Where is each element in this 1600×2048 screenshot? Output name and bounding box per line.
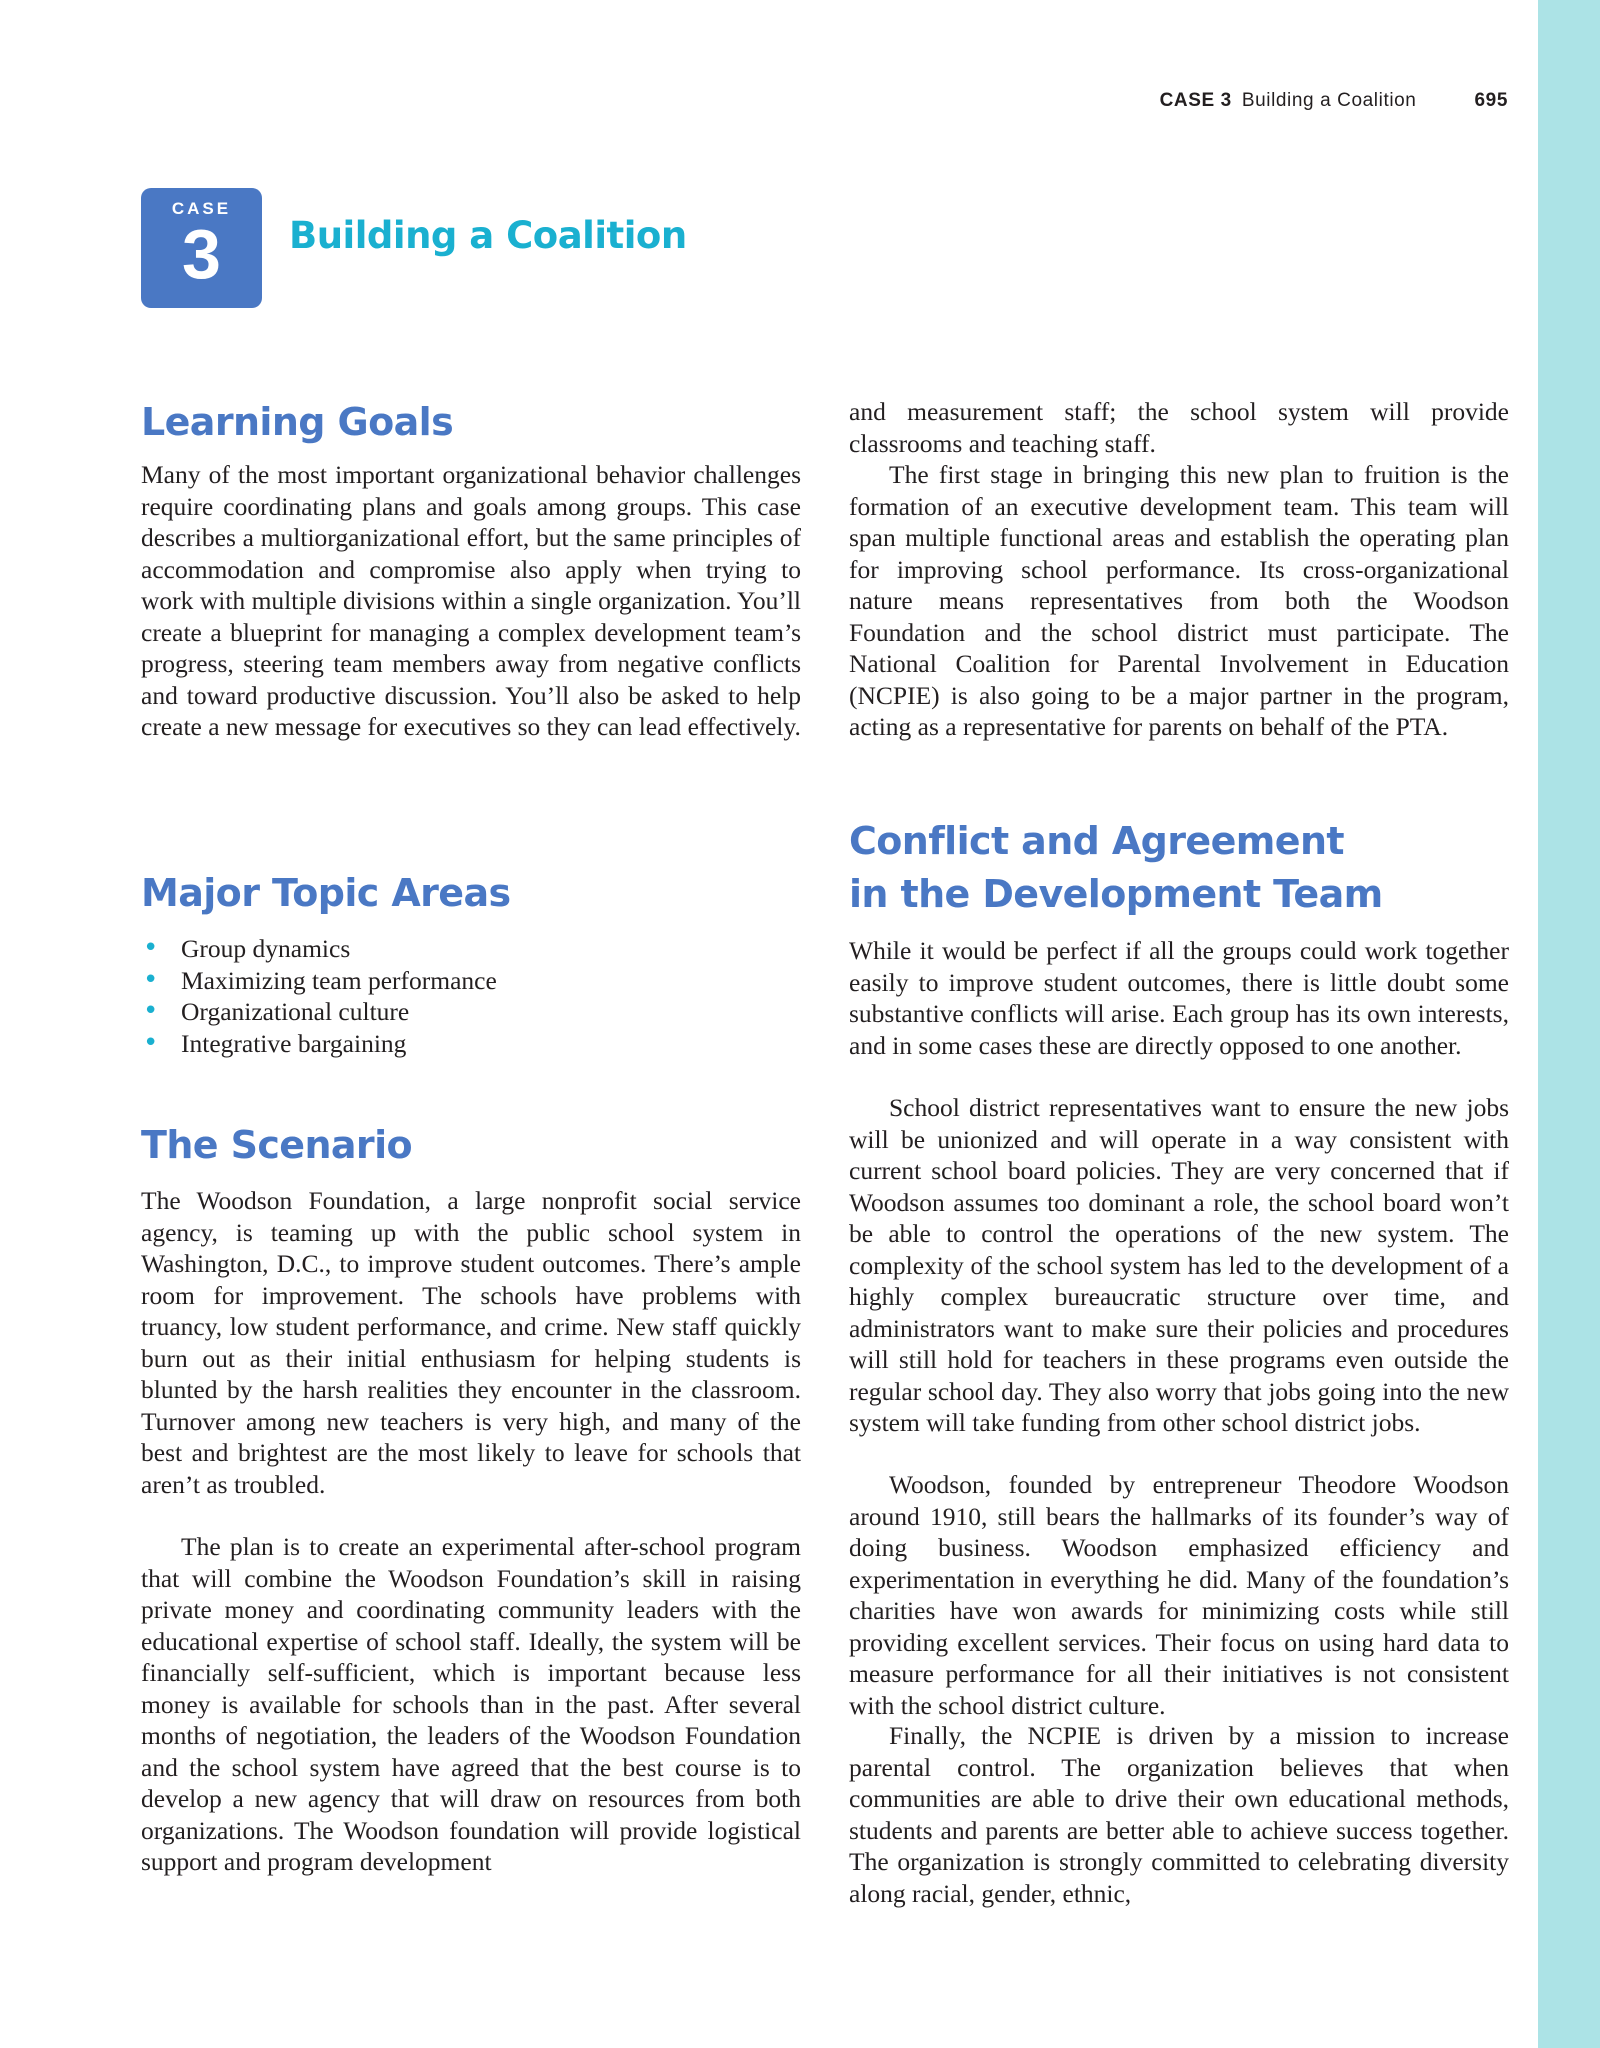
conflict-heading-line-2: in the Development Team — [849, 872, 1383, 916]
bullet-icon: • — [143, 996, 159, 1026]
scenario-paragraph-2: The plan is to create an experimental after-school program that will combine the Woodson Foundation’s skill in raising private money and coordinating community leaders with the educational expertise of school staff. Ideally, the system will be financially self-sufficient, which is important because less money is available for schools than in the past. After several months of negotiation, the leaders of the Woodson Foundation and the school system have agreed that the best course is to develop a new agency that will draw on resources from both organizations. The Woodson foundation will provide logistical support and program development — [141, 1532, 801, 1876]
conflict-paragraph-1: While it would be perfect if all the groups could work together easily to improve student outcomes, there is little doubt some substantive conflicts will arise. Each group has its own interests, and in some cases these are directly opposed to one another. — [849, 936, 1509, 1060]
major-topics-heading: Major Topic Areas — [141, 871, 511, 915]
conflict-paragraph-4: Finally, the NCPIE is driven by a mission to increase parental control. The organization believes that when communities are able to drive their own educational methods, students and parents are better able to achieve success together. The organization is strongly committed to celebrating diversity along racial, gender, ethnic, — [849, 1721, 1509, 1908]
topic-label: Group dynamics — [181, 934, 351, 963]
running-head-title: Building a Coalition — [1241, 90, 1417, 111]
scenario-paragraph-2-continued: and measurement staff; the school system will provide classrooms and teaching staff. — [849, 397, 1509, 458]
bullet-icon: • — [143, 1027, 159, 1058]
scenario-paragraph-3: The first stage in bringing this new plan to fruition is the formation of an executive development team. This team will span multiple functional areas and establish the operating plan for improving school performance. Its cross-organizational nature means representatives from both the Woodson Foundation and the school district must participate. The National Coalition for Parental Involvement in Education (NCPIE) is also going to be a major partner in the program, acting as a representative for parents on behalf of the PTA. — [849, 460, 1509, 741]
learning-goals-heading: Learning Goals — [141, 400, 454, 444]
list-item — [141, 933, 801, 965]
case-number-badge — [141, 188, 262, 308]
conflict-paragraph-3: Woodson, founded by entrepreneur Theodore Woodson around 1910, still bears the hallmarks of its founder’s way of doing business. Woodson emphasized efficiency and experimentation in everything he did. Many of the foundation’s charities have won awards for minimizing costs while still providing excellent services. Their focus on using hard data to measure performance for all their initiatives is not consistent with the school district culture. — [849, 1470, 1509, 1720]
case-title: Building a Coalition — [289, 214, 687, 257]
page-number: 695 — [1474, 90, 1508, 111]
bullet-icon: • — [143, 933, 159, 963]
topic-label: Organizational culture — [181, 997, 410, 1026]
learning-goals-text: Many of the most important organizational behavior challenges require coordinating plans and goals among groups. This case describes a multiorganizational effort, but the same principles of accommodation and compromise also apply when trying to work with multiple divisions within a single organization. You’ll create a blueprint for managing a complex development team’s progress, steering team members away from negative conflicts and toward productive discussion. You’ll also be asked to help create a new message for executives so they can lead effectively. — [141, 460, 801, 741]
topic-label: Maximizing team performance — [181, 965, 497, 995]
scenario-paragraph-1: The Woodson Foundation, a large nonprofit social service agency, is teaming up with the public school system in Washington, D.C., to improve student outcomes. There’s ample room for improvement. The schools have problems with truancy, low student performance, and crime. New staff quickly burn out as their initial enthusiasm for helping students is blunted by the harsh realities they encounter in the classroom. Turnover among new teachers is very high, and many of the best and brightest are the most likely to leave for schools that aren’t as troubled. — [141, 1186, 801, 1499]
topic-label: Integrative bargaining — [181, 1028, 407, 1058]
major-topics-list — [141, 933, 801, 1059]
running-head — [1160, 90, 1508, 114]
list-item — [141, 1028, 801, 1060]
running-head-case-label: CASE 3 — [1159, 90, 1232, 111]
scenario-heading: The Scenario — [141, 1123, 413, 1167]
case-badge-number: 3 — [182, 215, 221, 293]
conflict-heading-line-1: Conflict and Agreement — [849, 819, 1344, 863]
list-item — [141, 996, 801, 1028]
conflict-paragraph-2: School district representatives want to ensure the new jobs will be unionized and will operate in a way consistent with current school board policies. They are very concerned that if Woodson assumes too dominant a role, the school board won’t be able to control the operations of the new system. The complexity of the school system has led to the development of a highly complex bureaucratic structure over time, and administrators want to make sure their policies and procedures will still hold for teachers in these programs even outside the regular school day. They also worry that jobs going into the new system will take funding from other school district jobs. — [849, 1093, 1509, 1437]
case-badge-label: CASE — [171, 199, 232, 218]
side-color-strip — [1538, 0, 1600, 2048]
bullet-icon: • — [143, 964, 159, 995]
list-item — [141, 965, 801, 997]
